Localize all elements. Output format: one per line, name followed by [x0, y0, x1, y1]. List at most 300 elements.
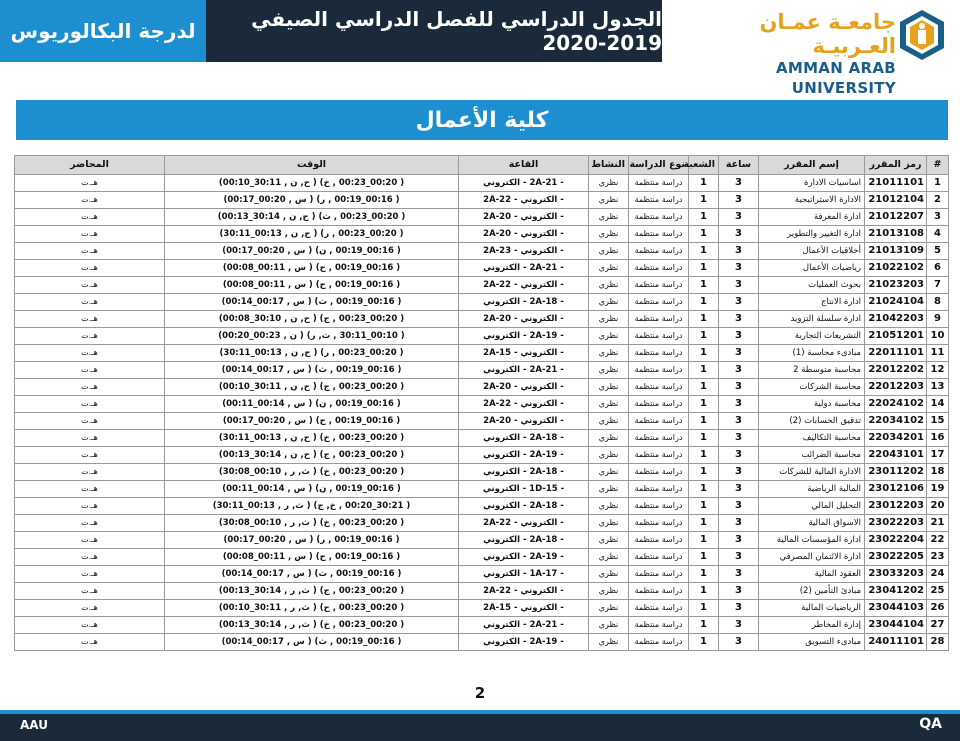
- instructor: هـ.ت: [15, 175, 165, 192]
- instructor: هـ.ت: [15, 311, 165, 328]
- study-type: دراسة منتظمة: [629, 192, 689, 209]
- row-num: 16: [927, 430, 949, 447]
- row-num: 17: [927, 447, 949, 464]
- room: - الكتروني - 2A-22: [459, 583, 589, 600]
- course-code: 23022205: [865, 549, 927, 566]
- table-row: [15, 464, 949, 481]
- table-row: [15, 379, 949, 396]
- credit-hours: 3: [719, 175, 759, 192]
- table-row: [15, 634, 949, 651]
- section-number: 1: [689, 413, 719, 430]
- activity-type: نظري: [589, 226, 629, 243]
- instructor: هـ.ت: [15, 209, 165, 226]
- study-type: دراسة منتظمة: [629, 464, 689, 481]
- activity-type: نظري: [589, 413, 629, 430]
- course-name: مبادىء التسويق: [759, 634, 865, 651]
- schedule-table-container: [14, 155, 948, 651]
- study-type: دراسة منتظمة: [629, 277, 689, 294]
- study-type: دراسة منتظمة: [629, 243, 689, 260]
- room: - الكتروني - 2A-20: [459, 413, 589, 430]
- credit-hours: 3: [719, 243, 759, 260]
- table-row: [15, 617, 949, 634]
- room: - الكتروني - 2A-15: [459, 345, 589, 362]
- room: - الكتروني - 2A-23: [459, 243, 589, 260]
- instructor: هـ.ت: [15, 277, 165, 294]
- university-emblem-icon: [898, 8, 946, 62]
- course-code: 21051201: [865, 328, 927, 345]
- schedule-title-box: [206, 0, 662, 62]
- activity-type: نظري: [589, 328, 629, 345]
- table-row: [15, 532, 949, 549]
- room: - 2A-19 - الكتروني: [459, 447, 589, 464]
- class-time: (30:11_00:13 , ح, ن ) (00:20_00:23 , ر ): [165, 226, 459, 243]
- room: - 2A-19 - الكتروني: [459, 549, 589, 566]
- class-time: (00:13_30:14 , ح, ن ) (00:20_00:23 , ث ): [165, 209, 459, 226]
- course-name: أخلاقيات الأعمال: [759, 243, 865, 260]
- course-code: 21023203: [865, 277, 927, 294]
- activity-type: نظري: [589, 532, 629, 549]
- course-code: 22043101: [865, 447, 927, 464]
- instructor: هـ.ت: [15, 192, 165, 209]
- header-instructor: المحاضر: [15, 156, 165, 175]
- course-name: بحوث العمليات: [759, 277, 865, 294]
- study-type: دراسة منتظمة: [629, 447, 689, 464]
- class-time: (00:08_30:10 , ح, ن ) (00:20_00:23 , ج ): [165, 311, 459, 328]
- credit-hours: 3: [719, 481, 759, 498]
- header-study-type: نوع الدراسة: [629, 156, 689, 175]
- row-num: 22: [927, 532, 949, 549]
- study-type: دراسة منتظمة: [629, 209, 689, 226]
- section-number: 1: [689, 549, 719, 566]
- instructor: هـ.ت: [15, 600, 165, 617]
- course-code: 22012202: [865, 362, 927, 379]
- study-type: دراسة منتظمة: [629, 379, 689, 396]
- table-row: [15, 260, 949, 277]
- class-time: (00:13_30:14 , ث, ر ) (00:20_00:23 , خ ): [165, 617, 459, 634]
- class-time: (00:17_00:20 , س ) (00:16_00:19 , ح ): [165, 413, 459, 430]
- section-number: 1: [689, 566, 719, 583]
- room: - الكتروني - 2A-22: [459, 192, 589, 209]
- section-number: 1: [689, 175, 719, 192]
- section-number: 1: [689, 294, 719, 311]
- section-number: 1: [689, 345, 719, 362]
- class-time: (30:11_00:13 , ح, ن ) (00:20_00:23 , خ ): [165, 430, 459, 447]
- section-number: 1: [689, 481, 719, 498]
- section-number: 1: [689, 634, 719, 651]
- study-type: دراسة منتظمة: [629, 413, 689, 430]
- row-num: 6: [927, 260, 949, 277]
- degree-label: لدرجة البكالوريوس: [10, 19, 196, 43]
- room: - 2A-18 - الكتروني: [459, 532, 589, 549]
- activity-type: نظري: [589, 447, 629, 464]
- study-type: دراسة منتظمة: [629, 260, 689, 277]
- activity-type: نظري: [589, 498, 629, 515]
- study-type: دراسة منتظمة: [629, 566, 689, 583]
- table-row: [15, 345, 949, 362]
- course-name: الادارة المالية للشركات: [759, 464, 865, 481]
- class-time: (00:08_00:11 , س ) (00:16_00:19 , ح ): [165, 260, 459, 277]
- credit-hours: 3: [719, 328, 759, 345]
- room: - 2A-18 - الكتروني: [459, 430, 589, 447]
- study-type: دراسة منتظمة: [629, 396, 689, 413]
- study-type: دراسة منتظمة: [629, 481, 689, 498]
- credit-hours: 3: [719, 192, 759, 209]
- study-type: دراسة منتظمة: [629, 617, 689, 634]
- room: - الكتروني - 2A-20: [459, 226, 589, 243]
- instructor: هـ.ت: [15, 566, 165, 583]
- room: - الكتروني - 2A-15: [459, 600, 589, 617]
- instructor: هـ.ت: [15, 549, 165, 566]
- course-code: 23044103: [865, 600, 927, 617]
- header-code: رمز المقرر: [865, 156, 927, 175]
- class-time: (00:13_30:14 , ث, ر ) (00:20_00:23 , ج ): [165, 583, 459, 600]
- row-num: 2: [927, 192, 949, 209]
- room: - الكتروني - 2A-20: [459, 379, 589, 396]
- course-code: 21024104: [865, 294, 927, 311]
- course-code: 23044104: [865, 617, 927, 634]
- course-name: ادارة المؤسسات المالية: [759, 532, 865, 549]
- activity-type: نظري: [589, 583, 629, 600]
- course-name: رياضيات الأعمال: [759, 260, 865, 277]
- course-name: مبادىء محاسبة (1): [759, 345, 865, 362]
- section-number: 1: [689, 379, 719, 396]
- credit-hours: 3: [719, 209, 759, 226]
- row-num: 5: [927, 243, 949, 260]
- class-time: (30:08_00:10 , ث, ر ) (00:20_00:23 , خ ): [165, 515, 459, 532]
- study-type: دراسة منتظمة: [629, 175, 689, 192]
- table-row: [15, 498, 949, 515]
- activity-type: نظري: [589, 294, 629, 311]
- credit-hours: 3: [719, 515, 759, 532]
- activity-type: نظري: [589, 481, 629, 498]
- class-time: (00:10_30:11 , ث, ر ) (00:20_00:23 , ح ): [165, 600, 459, 617]
- course-name: العقود المالية: [759, 566, 865, 583]
- table-row: [15, 277, 949, 294]
- section-number: 1: [689, 583, 719, 600]
- course-code: 22012203: [865, 379, 927, 396]
- instructor: هـ.ت: [15, 379, 165, 396]
- activity-type: نظري: [589, 243, 629, 260]
- class-time: (00:14_00:17 , س ) (00:16_00:19 , ث ): [165, 294, 459, 311]
- row-num: 10: [927, 328, 949, 345]
- instructor: هـ.ت: [15, 532, 165, 549]
- credit-hours: 3: [719, 532, 759, 549]
- section-number: 1: [689, 362, 719, 379]
- room: - الكتروني - 2A-22: [459, 515, 589, 532]
- study-type: دراسة منتظمة: [629, 549, 689, 566]
- room: - 2A-18 - الكتروني: [459, 294, 589, 311]
- activity-type: نظري: [589, 311, 629, 328]
- instructor: هـ.ت: [15, 515, 165, 532]
- room: - الكتروني - 2A-22: [459, 396, 589, 413]
- course-code: 23022204: [865, 532, 927, 549]
- course-code: 21011101: [865, 175, 927, 192]
- table-row: [15, 413, 949, 430]
- instructor: هـ.ت: [15, 634, 165, 651]
- class-time: (30:08_00:10 , ث, ر ) (00:20_00:23 , خ ): [165, 464, 459, 481]
- course-name: محاسبة دولية: [759, 396, 865, 413]
- header-activity: النشاط: [589, 156, 629, 175]
- course-code: 23041202: [865, 583, 927, 600]
- course-code: 21013109: [865, 243, 927, 260]
- course-code: 21042203: [865, 311, 927, 328]
- course-code: 23011202: [865, 464, 927, 481]
- header-time: الوقت: [165, 156, 459, 175]
- section-number: 1: [689, 498, 719, 515]
- activity-type: نظري: [589, 515, 629, 532]
- footer-qa-logo: QA: [919, 716, 942, 732]
- credit-hours: 3: [719, 362, 759, 379]
- course-name: الادارة الاستراتيجية: [759, 192, 865, 209]
- row-num: 11: [927, 345, 949, 362]
- row-num: 3: [927, 209, 949, 226]
- footer-aau-logo: AAU: [20, 718, 48, 732]
- course-code: 23012203: [865, 498, 927, 515]
- row-num: 19: [927, 481, 949, 498]
- class-time: (00:17_00:20 , س ) (00:16_00:19 , ن ): [165, 243, 459, 260]
- table-row: [15, 481, 949, 498]
- course-code: 22024102: [865, 396, 927, 413]
- instructor: هـ.ت: [15, 396, 165, 413]
- room: - الكتروني - 2A-22: [459, 277, 589, 294]
- activity-type: نظري: [589, 464, 629, 481]
- section-number: 1: [689, 396, 719, 413]
- instructor: هـ.ت: [15, 617, 165, 634]
- activity-type: نظري: [589, 260, 629, 277]
- activity-type: نظري: [589, 566, 629, 583]
- table-row: [15, 566, 949, 583]
- credit-hours: 3: [719, 277, 759, 294]
- class-time: (30:11_00:13 , ح, ن ) (00:20_00:23 , ر ): [165, 345, 459, 362]
- page-number: 2: [474, 684, 486, 702]
- instructor: هـ.ت: [15, 294, 165, 311]
- room: - 2A-21 - الكتروني: [459, 617, 589, 634]
- row-num: 4: [927, 226, 949, 243]
- header-room: القاعة: [459, 156, 589, 175]
- row-num: 28: [927, 634, 949, 651]
- table-row: [15, 447, 949, 464]
- course-name: الاسواق المالية: [759, 515, 865, 532]
- course-code: 22034201: [865, 430, 927, 447]
- table-row: [15, 192, 949, 209]
- credit-hours: 3: [719, 447, 759, 464]
- activity-type: نظري: [589, 379, 629, 396]
- section-number: 1: [689, 260, 719, 277]
- instructor: هـ.ت: [15, 430, 165, 447]
- instructor: هـ.ت: [15, 498, 165, 515]
- table-row: [15, 600, 949, 617]
- credit-hours: 3: [719, 294, 759, 311]
- activity-type: نظري: [589, 192, 629, 209]
- credit-hours: 3: [719, 260, 759, 277]
- credit-hours: 3: [719, 379, 759, 396]
- instructor: هـ.ت: [15, 447, 165, 464]
- room: - 1A-17 - الكتروني: [459, 566, 589, 583]
- room: - 2A-21 - الكتروني: [459, 260, 589, 277]
- section-number: 1: [689, 430, 719, 447]
- course-name: اساسيات الادارة: [759, 175, 865, 192]
- row-num: 1: [927, 175, 949, 192]
- course-code: 22034102: [865, 413, 927, 430]
- study-type: دراسة منتظمة: [629, 600, 689, 617]
- study-type: دراسة منتظمة: [629, 226, 689, 243]
- instructor: هـ.ت: [15, 583, 165, 600]
- course-name: التشريعات التجارية: [759, 328, 865, 345]
- row-num: 7: [927, 277, 949, 294]
- instructor: هـ.ت: [15, 345, 165, 362]
- class-time: (00:14_00:17 , س ) (00:16_00:19 , ث ): [165, 634, 459, 651]
- schedule-table: [14, 155, 949, 651]
- row-num: 23: [927, 549, 949, 566]
- class-time: (00:10_30:11 , ح, ن ) (00:20_00:23 , ج ): [165, 379, 459, 396]
- row-num: 21: [927, 515, 949, 532]
- room: - 1D-15 - الكتروني: [459, 481, 589, 498]
- room: - 2A-21 - الكتروني: [459, 175, 589, 192]
- course-code: 24011101: [865, 634, 927, 651]
- study-type: دراسة منتظمة: [629, 583, 689, 600]
- activity-type: نظري: [589, 430, 629, 447]
- class-time: (00:20_00:23 , ن ) (00:10_30:11 , ث, ر ): [165, 328, 459, 345]
- course-name: إدارة المخاطر: [759, 617, 865, 634]
- table-row: [15, 396, 949, 413]
- class-time: (00:17_00:20 , س ) (00:16_00:19 , ر ): [165, 532, 459, 549]
- room: - 2A-21 - الكتروني: [459, 362, 589, 379]
- table-row: [15, 549, 949, 566]
- study-type: دراسة منتظمة: [629, 328, 689, 345]
- activity-type: نظري: [589, 634, 629, 651]
- table-header-row: [15, 156, 949, 175]
- section-number: 1: [689, 209, 719, 226]
- credit-hours: 3: [719, 226, 759, 243]
- table-row: [15, 243, 949, 260]
- credit-hours: 3: [719, 413, 759, 430]
- activity-type: نظري: [589, 209, 629, 226]
- class-time: (30:11_00:13 , ث, ر ) (30:21_00:20 , خ, ج ): [165, 498, 459, 515]
- study-type: دراسة منتظمة: [629, 345, 689, 362]
- credit-hours: 3: [719, 566, 759, 583]
- schedule-title: الجدول الدراسي للفصل الدراسي الصيفي 2019-2020: [251, 7, 662, 55]
- course-code: 22011101: [865, 345, 927, 362]
- college-title: كلية الأعمال: [415, 107, 549, 133]
- credit-hours: 3: [719, 396, 759, 413]
- credit-hours: 3: [719, 464, 759, 481]
- row-num: 15: [927, 413, 949, 430]
- table-row: [15, 294, 949, 311]
- study-type: دراسة منتظمة: [629, 498, 689, 515]
- table-row: [15, 175, 949, 192]
- course-name: تدقيق الحسابات (2): [759, 413, 865, 430]
- course-name: محاسبة متوسطة 2: [759, 362, 865, 379]
- table-row: [15, 328, 949, 345]
- class-time: (00:08_00:11 , س ) (00:16_00:19 , ح ): [165, 549, 459, 566]
- activity-type: نظري: [589, 345, 629, 362]
- row-num: 13: [927, 379, 949, 396]
- course-name: ادارة سلسلة التزويد: [759, 311, 865, 328]
- course-code: 21012207: [865, 209, 927, 226]
- course-name: ادارة التغيير والتطوير: [759, 226, 865, 243]
- activity-type: نظري: [589, 362, 629, 379]
- class-time: (00:11_00:14 , س ) (00:16_00:19 , ن ): [165, 481, 459, 498]
- activity-type: نظري: [589, 600, 629, 617]
- section-number: 1: [689, 226, 719, 243]
- instructor: هـ.ت: [15, 481, 165, 498]
- course-name: مبادئ التأمين (2): [759, 583, 865, 600]
- row-num: 18: [927, 464, 949, 481]
- room: - 2A-19 - الكتروني: [459, 634, 589, 651]
- course-name: التحليل المالي: [759, 498, 865, 515]
- room: - الكتروني - 2A-20: [459, 311, 589, 328]
- activity-type: نظري: [589, 277, 629, 294]
- row-num: 20: [927, 498, 949, 515]
- study-type: دراسة منتظمة: [629, 515, 689, 532]
- class-time: (00:08_00:11 , س ) (00:16_00:19 , ح ): [165, 277, 459, 294]
- credit-hours: 3: [719, 600, 759, 617]
- row-num: 25: [927, 583, 949, 600]
- table-row: [15, 209, 949, 226]
- study-type: دراسة منتظمة: [629, 362, 689, 379]
- course-code: 23022203: [865, 515, 927, 532]
- row-num: 12: [927, 362, 949, 379]
- course-name: ادارة المعرفة: [759, 209, 865, 226]
- section-number: 1: [689, 532, 719, 549]
- course-name: ادارة الائتمان المصرفي: [759, 549, 865, 566]
- room: - 2A-18 - الكتروني: [459, 464, 589, 481]
- room: - الكتروني - 2A-20: [459, 209, 589, 226]
- course-code: 23012106: [865, 481, 927, 498]
- row-num: 24: [927, 566, 949, 583]
- activity-type: نظري: [589, 549, 629, 566]
- study-type: دراسة منتظمة: [629, 311, 689, 328]
- instructor: هـ.ت: [15, 362, 165, 379]
- college-banner: [16, 100, 948, 140]
- class-time: (00:13_30:14 , ح, ن ) (00:20_00:23 , ج ): [165, 447, 459, 464]
- row-num: 8: [927, 294, 949, 311]
- header-bar: [0, 0, 960, 97]
- section-number: 1: [689, 243, 719, 260]
- instructor: هـ.ت: [15, 413, 165, 430]
- course-name: محاسبة التكاليف: [759, 430, 865, 447]
- study-type: دراسة منتظمة: [629, 532, 689, 549]
- table-row: [15, 583, 949, 600]
- activity-type: نظري: [589, 617, 629, 634]
- course-code: 21013108: [865, 226, 927, 243]
- table-row: [15, 362, 949, 379]
- course-code: 23033203: [865, 566, 927, 583]
- footer-bar: [0, 710, 960, 741]
- section-number: 1: [689, 617, 719, 634]
- degree-label-box: [0, 0, 206, 62]
- table-row: [15, 311, 949, 328]
- university-name-ar: جامعـة عمـان العـربيـة: [759, 10, 896, 58]
- study-type: دراسة منتظمة: [629, 294, 689, 311]
- class-time: (00:11_00:14 , س ) (00:16_00:19 , ن ): [165, 396, 459, 413]
- class-time: (00:14_00:17 , س ) (00:16_00:19 , ث ): [165, 362, 459, 379]
- section-number: 1: [689, 447, 719, 464]
- instructor: هـ.ت: [15, 243, 165, 260]
- university-logo: [672, 6, 960, 97]
- university-name-en: AMMAN ARAB UNIVERSITY: [775, 59, 896, 97]
- header-section: الشعبة: [689, 156, 719, 175]
- header-num: #: [927, 156, 949, 175]
- section-number: 1: [689, 277, 719, 294]
- credit-hours: 3: [719, 311, 759, 328]
- study-type: دراسة منتظمة: [629, 430, 689, 447]
- row-num: 26: [927, 600, 949, 617]
- credit-hours: 3: [719, 498, 759, 515]
- credit-hours: 3: [719, 617, 759, 634]
- activity-type: نظري: [589, 175, 629, 192]
- table-row: [15, 515, 949, 532]
